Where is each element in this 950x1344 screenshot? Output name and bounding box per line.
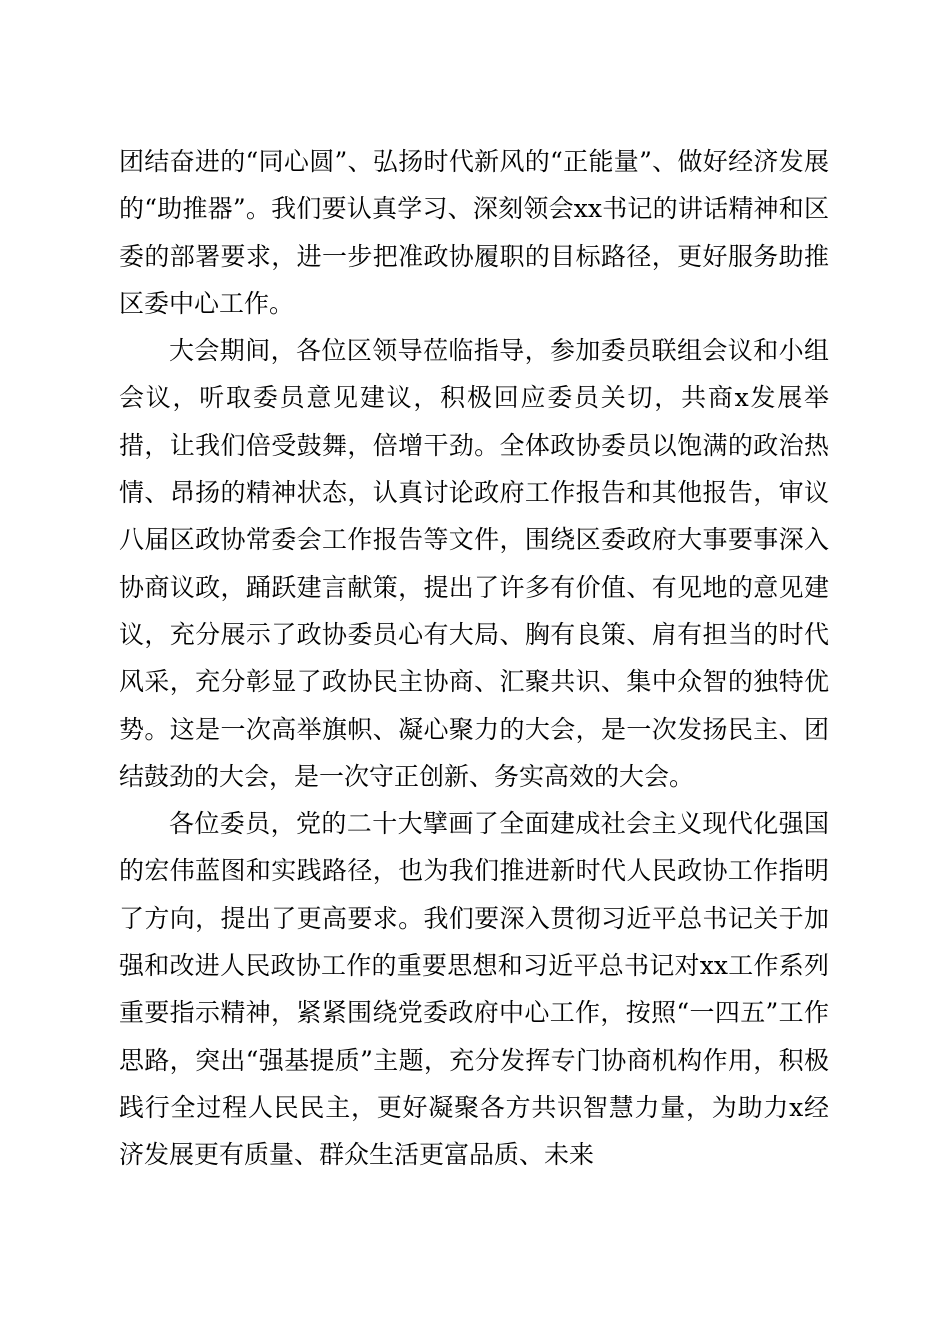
body-text — [119, 138, 829, 1179]
paragraph-continuation: 团结奋进的“同心圆”、弘扬时代新风的“正能量”、做好经济发展的“助推器”。我们要认真学习、深刻领会xx书记的讲话精神和区委的部署要求，进一步把准政协履职的目标路径，更好服务助推区委中心工作。 — [119, 147, 829, 318]
paragraph-conference-review: 大会期间，各位区领导莅临指导，参加委员联组会议和小组会议，听取委员意见建议，积极回应委员关切，共商x发展举措，让我们倍受鼓舞，倍增干劲。全体政协委员以饱满的政治热情、昂扬的精神状态，认真讨论政府工作报告和其他报告，审议八届区政协常委会工作报告等文件，围绕区委政府大事要事深入协商议政，踊跃建言献策，提出了许多有价值、有见地的意见建议，充分展示了政协委员心有大局、胸有良策、肩有担当的时代风采，充分彰显了政协民主协商、汇聚共识、集中众智的独特优势。这是一次高举旗帜、凝心聚力的大会，是一次发扬民主、团结鼓劲的大会，是一次守正创新、务实高效的大会。 — [119, 336, 829, 791]
paragraph-future-work: 各位委员，党的二十大擘画了全面建成社会主义现代化强国的宏伟蓝图和实践路径，也为我们推进新时代人民政协工作指明了方向，提出了更高要求。我们要深入贯彻习近平总书记关于加强和改进人民政协工作的重要思想和习近平总书记对xx工作系列重要指示精神，紧紧围绕党委政府中心工作，按照“一四五”工作思路，突出“强基提质”主题，充分发挥专门协商机构作用，积极践行全过程人民民主，更好凝聚各方共识智慧力量，为助力x经济发展更有质量、群众生活更富品质、未来 — [119, 809, 829, 1170]
